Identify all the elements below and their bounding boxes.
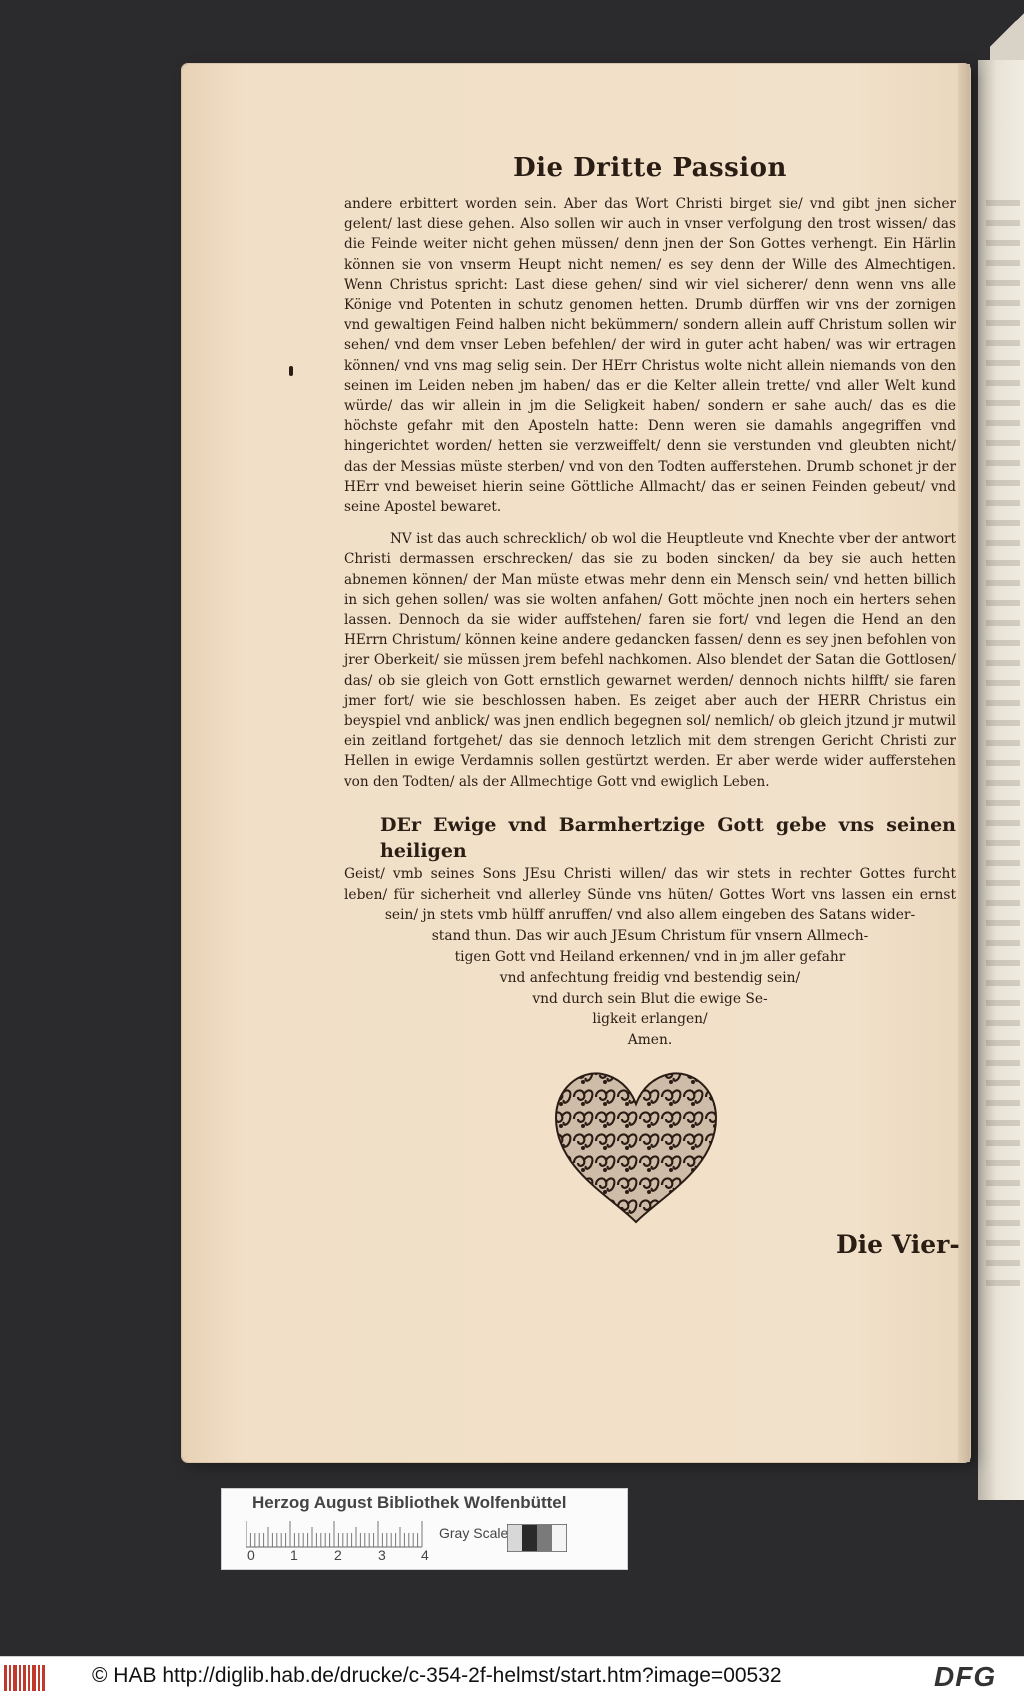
closing-prayer bbox=[344, 812, 956, 1051]
institution-name: Herzog August Bibliothek Wolfenbüttel bbox=[252, 1493, 567, 1512]
closing-line: stand thun. Das wir auch JEsum Christum für vnsern Allmech- bbox=[431, 928, 869, 945]
gray-scale-label: Gray Scale bbox=[439, 1525, 509, 1541]
catchword: Die Vier- bbox=[836, 1230, 960, 1259]
heart-ornament bbox=[550, 1064, 722, 1224]
paragraph-1: andere erbittert worden sein. Aber das Wort Christi birget sie/ vnd gibt jnen sicher gelent/ last diese gehen. Also sollen wir auch in vnser verfolgung den trost wissen/ das die Feinde weiter nicht gehen müssen/ denn jnen der Son Gottes verhengt. Ein Härlin können sie von vnserm Heupt nicht nemen/ es sey denn der Wille des Almechtigen. Wenn Christus spricht: Last diese gehen/ sind wir viel sicherer/ denn wenn vns alle Könige vnd Potenten in schutz genomen hetten. Drumb dürffen wir vns der zornigen vnd gewaltigen Feind halben nicht bekümmern/ sondern allein auff Christum sollen wir sehen/ vnd dem vnser Leben befehlen/ der wird in guter acht haben/ was wir ertragen können/ vnd vns mag selig sein. Der HErr Christus wolte nicht allein niemands von den seinen im Leiden neben jm haben/ das er die Kelter allein trette/ vnd aller Welt kund würde/ das wir allein in jm die Seligkeit haben/ sondern er sahe auch/ das es die höchste gefahr mit den Aposteln hatte: Denn weren sie damahls angegriffen vnd hingerichtet worden/ hetten sie verzweiffelt/ denn sie verstunden vnd gleubten nicht/ das der Messias müste sterben/ vnd von den Todten aufferstehen. Drumb schonet jr der HErr vnd beweiset hierin seine Göttliche Allmacht/ das er seinen Feinden gebeut/ vnd seine Apostel bewaret. bbox=[344, 196, 956, 516]
dfg-logo: DFG bbox=[934, 1661, 997, 1692]
closing-line: ligkeit erlangen/ bbox=[592, 1011, 708, 1028]
closing-line: sein/ jn stets vmb hülff anruffen/ vnd also allem eingeben des Satans wider- bbox=[384, 907, 916, 924]
color-calibration-card bbox=[221, 1488, 628, 1570]
next-page-edge bbox=[978, 60, 1024, 1500]
gray-scale-swatches bbox=[507, 1524, 567, 1552]
ruler-number: 1 bbox=[290, 1547, 298, 1563]
paragraph-2: NV ist das auch schrecklich/ ob wol die Heuptleute vnd Knechte vber der antwort Christi dermassen erschrecken/ das sie zu boden sincken/ da bey sie auch hetten abnemen können/ der Man müste etwas mehr denn ein Mensch sein/ vnd hetten billich in sich gehen sollen/ was sie wolten anfahen/ Gott möchte jnen noch ein herters sehen lassen. Dennoch da sie wider auffstehen/ faren sie fort/ vnd legen die Hend an den HErrn Christum/ können keine andere gedancken fassen/ denn es sey jnen befohlen von jrer Oberkeit/ sie müssen jrem befehl nachkomen. Also blendet der Satan die Gottlosen/ das/ ob sie gleich von Gott ernstlich gewarnet werden/ dennoch nichts hilfft/ sie faren jmer fort/ wie sie beschlossen haben. Es zeiget aber auch der HERR Christus ein beyspiel vnd anblick/ was jnen endlich begegnen sol/ nemlich/ ob gleich jtzund jr mutwil ein zeitland fortgehet/ das sie dennoch letzlich mit dem strengen Gericht Christi zur Hellen in ewige Verdamnis sollen gestürtzt werden. Er aber werde wider aufferstehen von den Todten/ als der Allmechtige Gott vnd ewiglich Leben. bbox=[344, 531, 956, 790]
margin-mark bbox=[289, 366, 293, 376]
ruler-number: 3 bbox=[378, 1547, 386, 1563]
barcode-icon bbox=[4, 1663, 48, 1693]
closing-line: vnd anfechtung freidig vnd bestendig sein/ bbox=[499, 969, 801, 986]
closing-line: tigen Gott vnd Heiland erkennen/ vnd in jm aller gefahr bbox=[454, 949, 846, 966]
closing-line: Geist/ vmb seines Sons JEsu Christi willen/ das wir stets in rechter Gottes furcht bbox=[344, 865, 956, 882]
closing-line: vnd durch sein Blut die ewige Se- bbox=[532, 990, 768, 1007]
page-text-block bbox=[344, 148, 956, 1051]
running-head: Die Dritte Passion bbox=[513, 153, 787, 183]
footer-bar bbox=[0, 1656, 1024, 1697]
footer-source-text: © HAB http://diglib.hab.de/drucke/c-354-2f-helmst/start.htm?image=00532 bbox=[92, 1664, 782, 1687]
page-gutter bbox=[958, 64, 970, 1462]
page-corner bbox=[990, 0, 1024, 60]
closing-line: Amen. bbox=[627, 1032, 673, 1049]
ruler-number: 2 bbox=[334, 1547, 342, 1563]
ruler-scale bbox=[246, 1519, 436, 1549]
closing-line: DEr Ewige vnd Barmhertzige Gott gebe vns seinen heiligen bbox=[380, 813, 956, 862]
bleed-through-text bbox=[986, 200, 1020, 1300]
ruler-number: 4 bbox=[421, 1547, 429, 1563]
ruler-number: 0 bbox=[247, 1547, 255, 1563]
closing-line: leben/ für sicherheit vnd allerley Sünde vns hüten/ Gottes Wort vns lassen ein ernst bbox=[344, 886, 956, 903]
